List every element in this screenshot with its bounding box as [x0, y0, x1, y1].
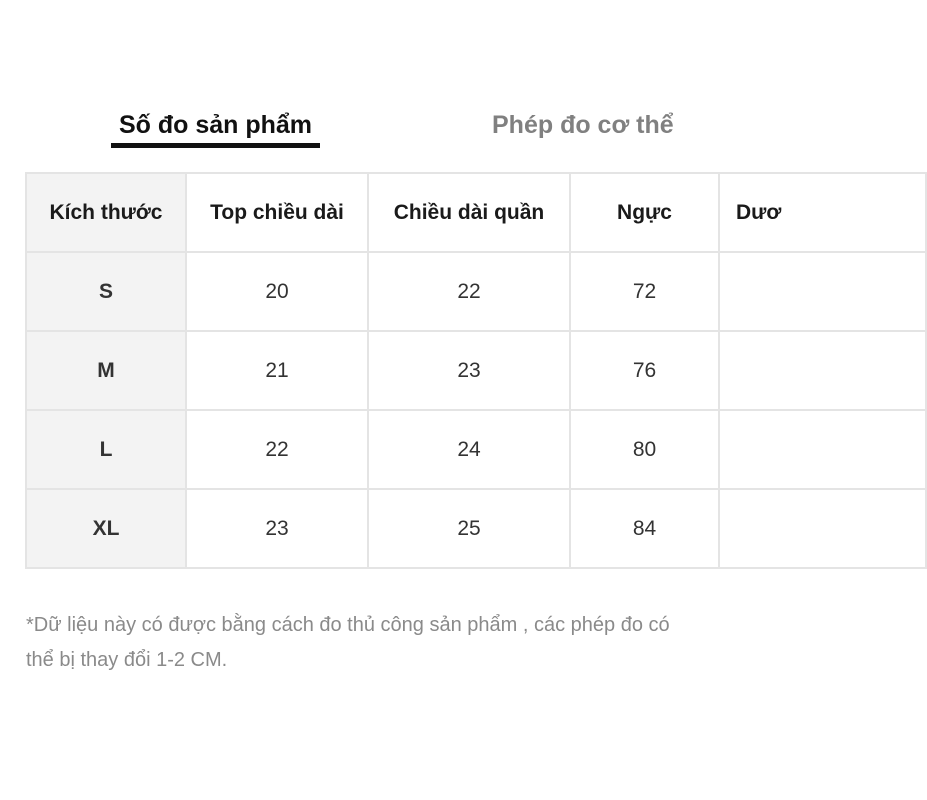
- truncated-cell: [719, 489, 926, 568]
- chest-cell: 84: [570, 489, 719, 568]
- pants-length-cell: 24: [368, 410, 570, 489]
- truncated-cell: [719, 331, 926, 410]
- truncated-cell: [719, 252, 926, 331]
- size-table: [25, 172, 927, 569]
- top-length-cell: 21: [186, 331, 368, 410]
- table-row: [26, 410, 926, 489]
- tab-body-measurements[interactable]: Phép đo cơ thể: [492, 111, 674, 139]
- table-row: [26, 331, 926, 410]
- table-row: [26, 489, 926, 568]
- chest-cell: 76: [570, 331, 719, 410]
- table-header-row: [26, 173, 926, 252]
- table-row: [26, 252, 926, 331]
- top-length-cell: 23: [186, 489, 368, 568]
- size-cell: L: [26, 410, 186, 489]
- pants-length-cell: 23: [368, 331, 570, 410]
- header-truncated: Dươ: [719, 173, 926, 252]
- chest-cell: 72: [570, 252, 719, 331]
- header-chest: Ngực: [570, 173, 719, 252]
- measurement-tabs: [0, 108, 800, 152]
- pants-length-cell: 22: [368, 252, 570, 331]
- pants-length-cell: 25: [368, 489, 570, 568]
- top-length-cell: 22: [186, 410, 368, 489]
- chest-cell: 80: [570, 410, 719, 489]
- measurement-note: [26, 608, 776, 678]
- header-size: Kích thước: [26, 173, 186, 252]
- tab-product-measurements[interactable]: Số đo sản phẩm: [111, 108, 320, 142]
- size-table-container[interactable]: [25, 172, 782, 582]
- note-line-2: thể bị thay đổi 1-2 CM.: [26, 649, 228, 671]
- header-pants-length: Chiều dài quần: [368, 173, 570, 252]
- note-line-1: *Dữ liệu này có được bằng cách đo thủ công sản phẩm , các phép đo có: [26, 614, 670, 636]
- top-length-cell: 20: [186, 252, 368, 331]
- size-cell: M: [26, 331, 186, 410]
- header-top-length: Top chiều dài: [186, 173, 368, 252]
- size-cell: S: [26, 252, 186, 331]
- truncated-cell: [719, 410, 926, 489]
- size-cell: XL: [26, 489, 186, 568]
